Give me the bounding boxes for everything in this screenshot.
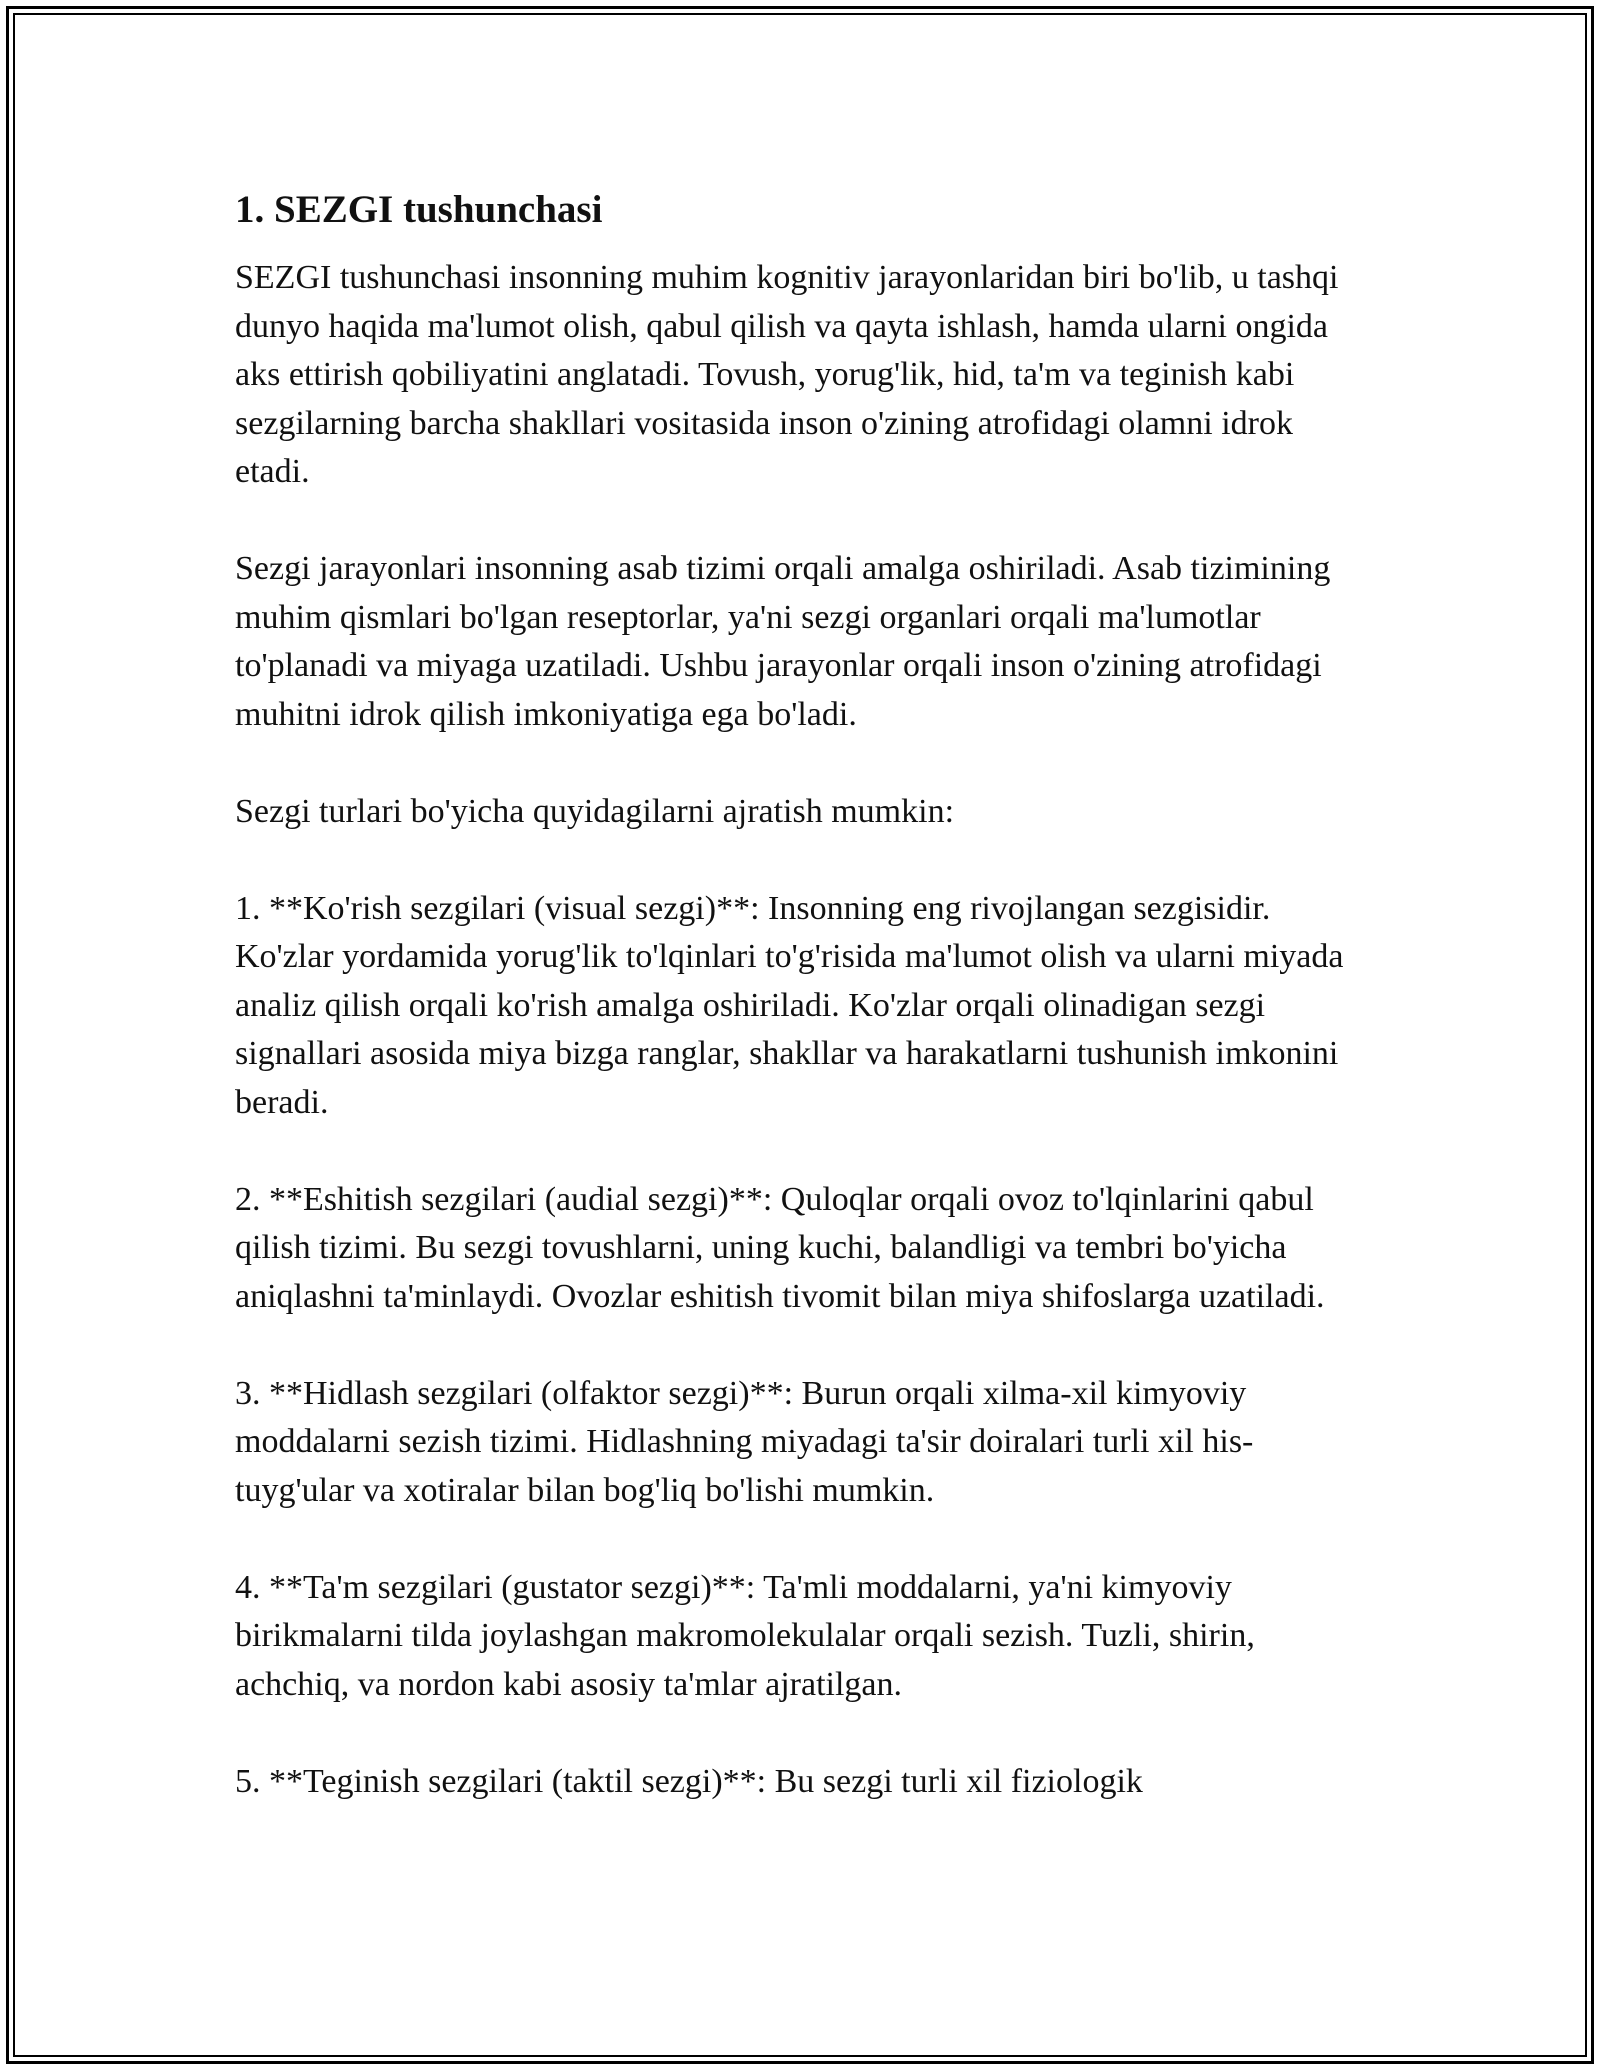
paragraph-nervous-system: Sezgi jarayonlari insonning asab tizimi orqali amalga oshiriladi. Asab tizimining muhim qismlari bo'lgan reseptorlar, ya'ni sezgi organlari orqali ma'lumotlar to'planadi va miyaga uzatiladi. Ushbu jarayonlar orqali inson o'zining atrofidagi muhitni idrok qilish imkoniyatiga ega bo'ladi. <box>235 550 1331 733</box>
list-item-audial: 2. **Eshitish sezgilari (audial sezgi)**: Quloqlar orqali ovoz to'lqinlarini qabul qilish tizimi. Bu sezgi tovushlarni, uning kuchi, balandligi va tembri bo'yicha aniqlashni ta'minlaydi. Ovozlar eshitish tivomit bilan miya shifoslarga uzatiladi. <box>235 1180 1325 1315</box>
list-item-olfactory: 3. **Hidlash sezgilari (olfaktor sezgi)**: Burun orqali xilma-xil kimyoviy moddalarni sezish tizimi. Hidlashning miyadagi ta'sir doiralari turli xil his-tuyg'ular va xotiralar bilan bog'liq bo'lishi mumkin. <box>235 1374 1254 1509</box>
document-title: 1. SEZGI tushunchasi <box>235 188 603 231</box>
paragraph-types-intro: Sezgi turlari bo'yicha quyidagilarni ajratish mumkin: <box>235 792 955 830</box>
list-item-tactile: 5. **Teginish sezgilari (taktil sezgi)**: Bu sezgi turli xil fiziologik <box>235 1762 1143 1800</box>
document-body <box>235 186 1365 1806</box>
list-item-visual: 1. **Ko'rish sezgilari (visual sezgi)**: Insonning eng rivojlangan sezgisidir. Ko'zlar yordamida yorug'lik to'lqinlari to'g'risida ma'lumot olish va ularni miyada analiz qilish orqali ko'rish amalga oshiriladi. Ko'zlar orqali olinadigan sezgi signallari asosida miya bizga ranglar, shakllar va harakatlarni tushunish imkonini beradi. <box>235 889 1344 1121</box>
list-item-gustatory: 4. **Ta'm sezgilari (gustator sezgi)**: Ta'mli moddalarni, ya'ni kimyoviy birikmalarni tilda joylashgan makromolekulalar orqali sezish. Tuzli, shirin, achchiq, va nordon kabi asosiy ta'mlar ajratilgan. <box>235 1568 1255 1703</box>
paragraph-intro: SEZGI tushunchasi insonning muhim kognitiv jarayonlaridan biri bo'lib, u tashqi dunyo haqida ma'lumot olish, qabul qilish va qayta ishlash, hamda ularni ongida aks ettirish qobiliyatini anglatadi. Tovush, yorug'lik, hid, ta'm va teginish kabi sezgilarning barcha shakllari vositasida inson o'zining atrofidagi olamni idrok etadi. <box>235 259 1339 490</box>
